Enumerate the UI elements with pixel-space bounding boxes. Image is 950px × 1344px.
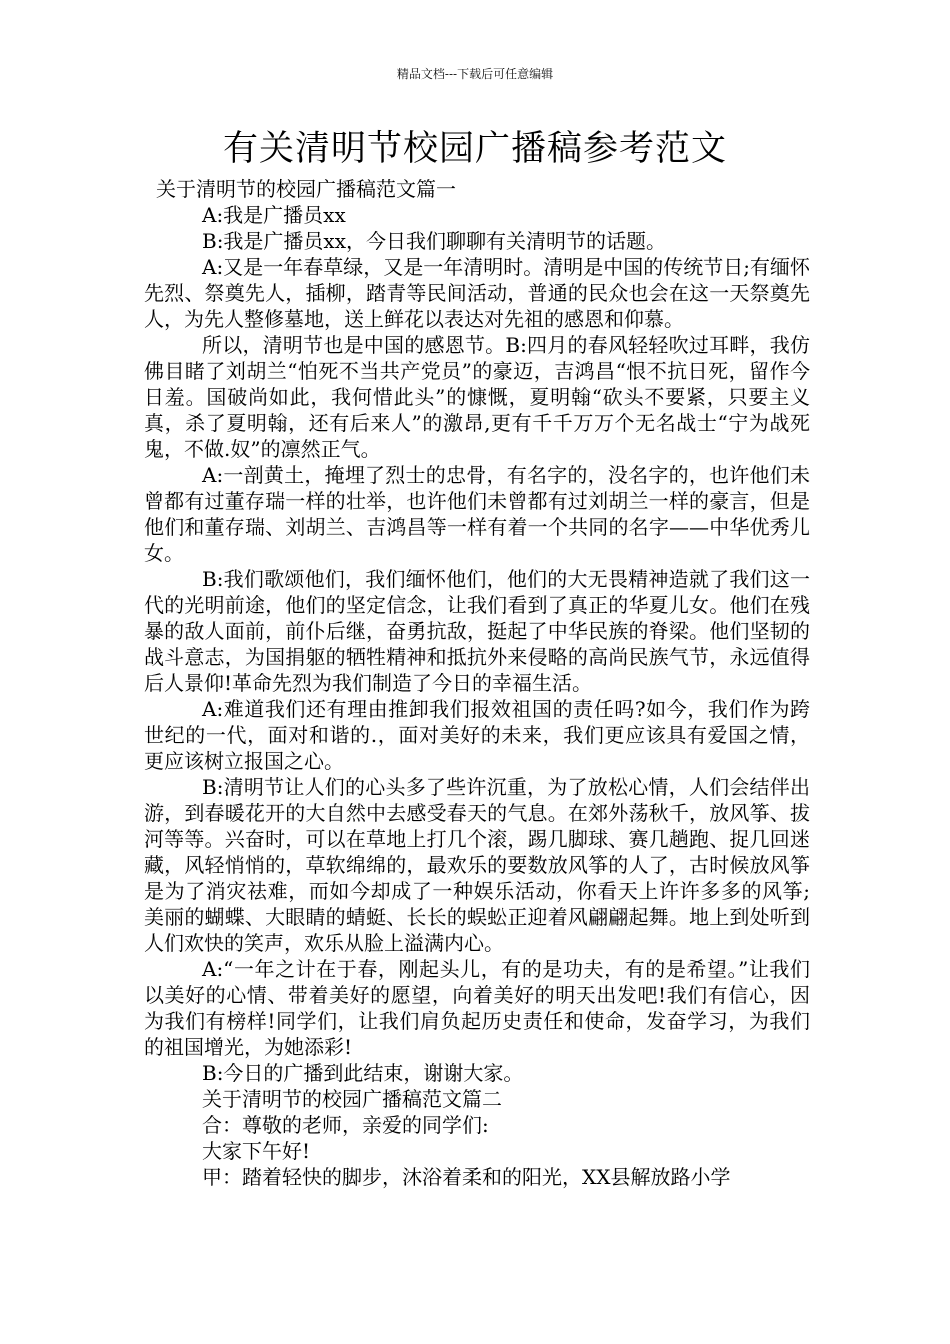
section2-line-3: 甲：踏着轻快的脚步，沐浴着柔和的阳光，XX县解放路小学 [202,1165,731,1189]
paragraph-6: B:我们歌颂他们，我们缅怀他们，他们的大无畏精神造就了我们这一代的光明前途，他们的坚定信念，让我们看到了真正的华夏儿女。他们在残暴的敌人面前，前仆后继，奋勇抗敌，挺起了中华民族的脊梁。他们坚韧的战斗意志，为国捐躯的牺牲精神和抵抗外来侵略的高尚民族气节，永远值得后人景仰!革命先烈为我们制造了今日的幸福生活。 [144,567,810,695]
section2-line-1: 合：尊敬的老师，亲爱的同学们: [202,1113,489,1137]
paragraph-10: B:今日的广播到此结束，谢谢大家。 [202,1061,524,1085]
paragraph-4: 所以，清明节也是中国的感恩节。B:四月的春风轻轻吹过耳畔，我仿佛目睹了刘胡兰“怕死不当共产党员”的豪迈，吉鸿昌“恨不抗日死，留作今日羞。国破尚如此，我何惜此头”的慷慨，夏明翰“砍头不要紧，只要主义真，杀了夏明翰，还有后来人”的激昂,更有千千万万个无名战士“宁为战死鬼，不做.奴”的凛然正气。 [144,333,810,461]
paragraph-7: A:难道我们还有理由推卸我们报效祖国的责任吗?如今，我们作为跨世纪的一代，面对和谐的.，面对美好的未来，我们更应该具有爱国之情，更应该树立报国之心。 [144,697,810,773]
section-heading-2: 关于清明节的校园广播稿范文篇二 [202,1087,502,1111]
section2-line-2: 大家下午好! [202,1139,311,1163]
paragraph-8: B:清明节让人们的心头多了些许沉重，为了放松心情，人们会结伴出游，到春暖花开的大自然中去感受春天的气息。在郊外荡秋千，放风筝、拔河等等。兴奋时，可以在草地上打几个滚，踢几脚球、赛几趟跑、捉几回迷藏，风轻悄悄的，草软绵绵的，最欢乐的要数放风筝的人了，古时候放风筝是为了消灾祛难，而如今却成了一种娱乐活动，你看天上许许多多的风筝;美丽的蝴蝶、大眼睛的蜻蜓、长长的蜈蚣正迎着风翩翩起舞。地上到处听到人们欢快的笑声，欢乐从脸上溢满内心。 [144,775,810,955]
page-header-note: 精品文档---下载后可任意编辑 [396,67,554,81]
document-body [144,176,810,1190]
paragraph-9: A:“一年之计在于春，刚起头儿，有的是功夫，有的是希望。”让我们以美好的心情、带着美好的愿望，向着美好的明天出发吧!我们有信心，因为我们有榜样!同学们，让我们肩负起历史责任和使命，发奋学习，为我们的祖国增光，为她添彩! [144,957,810,1059]
section-heading-1: 关于清明节的校园广播稿范文篇一 [156,177,456,201]
paragraph-1: A:我是广播员xx [202,203,346,227]
paragraph-2: B:我是广播员xx，今日我们聊聊有关清明节的话题。 [202,229,666,253]
paragraph-5: A:一剖黄土，掩埋了烈士的忠骨，有名字的，没名字的，也许他们未曾都有过董存瑞一样的壮举，也许他们未曾都有过刘胡兰一样的豪言，但是他们和董存瑞、刘胡兰、吉鸿昌等一样有着一个共同的名字——中华优秀儿女。 [144,463,810,565]
document-title: 有关清明节校园广播稿参考范文 [222,129,727,169]
paragraph-3: A:又是一年春草绿，又是一年清明时。清明是中国的传统节日;有缅怀先烈、祭奠先人，插柳，踏青等民间活动，普通的民众也会在这一天祭奠先人，为先人整修墓地，送上鲜花以表达对先祖的感恩和仰慕。 [144,255,810,331]
